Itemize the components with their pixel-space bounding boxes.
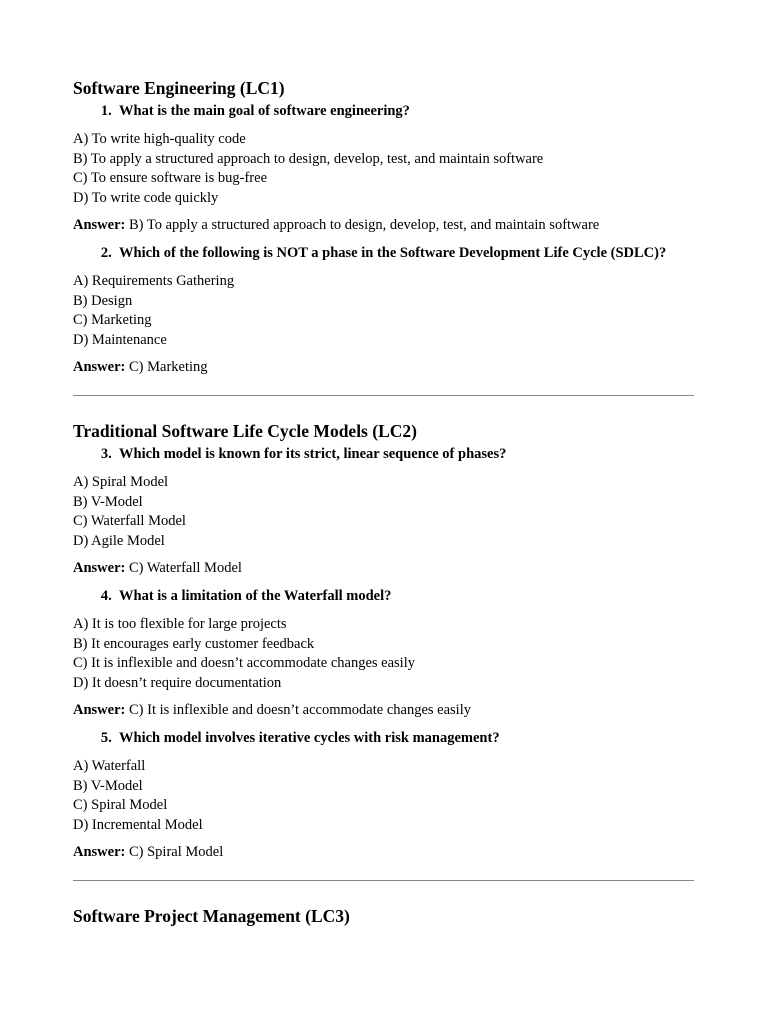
answer-text: C) Marketing bbox=[128, 359, 208, 375]
option: A) To write high-quality code bbox=[73, 131, 246, 147]
option: B) To apply a structured approach to design, develop, test, and maintain software bbox=[73, 150, 544, 167]
question bbox=[73, 587, 694, 606]
options-list bbox=[73, 272, 694, 350]
answer-label: Answer: bbox=[73, 359, 126, 375]
option: A) Spiral Model bbox=[73, 474, 169, 490]
option: D) Incremental Model bbox=[73, 816, 203, 833]
option: C) It is inflexible and doesn’t accommodate changes easily bbox=[73, 655, 415, 671]
options-list bbox=[73, 473, 694, 551]
answer bbox=[73, 216, 694, 235]
options-list bbox=[73, 757, 694, 835]
question-text: Which of the following is NOT a phase in the Software Development Life Cycle (SDLC)? bbox=[119, 245, 667, 261]
option: B) Design bbox=[73, 292, 133, 309]
option: B) V-Model bbox=[73, 493, 143, 510]
option: D) Agile Model bbox=[73, 532, 165, 549]
question-text: What is the main goal of software engineering? bbox=[119, 103, 410, 119]
section-title: Software Project Management (LC3) bbox=[73, 906, 350, 926]
question bbox=[73, 445, 694, 464]
option: C) Waterfall Model bbox=[73, 513, 186, 529]
answer bbox=[73, 701, 694, 720]
question-number: 3. bbox=[100, 446, 112, 462]
answer bbox=[73, 559, 694, 578]
option: A) It is too flexible for large projects bbox=[73, 616, 287, 632]
answer-text: C) It is inflexible and doesn’t accommodate changes easily bbox=[128, 702, 471, 718]
options-list bbox=[73, 615, 694, 693]
question bbox=[73, 729, 694, 748]
question-number: 5. bbox=[100, 730, 112, 746]
answer-label: Answer: bbox=[73, 844, 126, 860]
option: C) To ensure software is bug-free bbox=[73, 170, 268, 186]
question-number: 1. bbox=[100, 103, 112, 119]
answer bbox=[73, 843, 694, 862]
option: B) It encourages early customer feedback bbox=[73, 635, 315, 652]
answer-text: C) Spiral Model bbox=[128, 844, 224, 860]
section-divider bbox=[73, 395, 694, 396]
option: A) Requirements Gathering bbox=[73, 273, 235, 289]
answer-text: C) Waterfall Model bbox=[128, 560, 242, 576]
question-text: What is a limitation of the Waterfall model? bbox=[119, 588, 392, 604]
answer-label: Answer: bbox=[73, 217, 126, 233]
option: B) V-Model bbox=[73, 777, 143, 794]
question bbox=[73, 244, 694, 263]
question-number: 2. bbox=[100, 245, 112, 261]
section-title: Traditional Software Life Cycle Models (LC2) bbox=[73, 421, 417, 441]
option: D) It doesn’t require documentation bbox=[73, 674, 282, 691]
answer-label: Answer: bbox=[73, 702, 126, 718]
question-text: Which model involves iterative cycles with risk management? bbox=[119, 730, 500, 746]
option: C) Marketing bbox=[73, 312, 152, 328]
section-title: Software Engineering (LC1) bbox=[73, 78, 285, 98]
section-divider bbox=[73, 880, 694, 881]
option: A) Waterfall bbox=[73, 758, 146, 774]
option: D) To write code quickly bbox=[73, 189, 219, 206]
question bbox=[73, 102, 694, 121]
answer-text: B) To apply a structured approach to design, develop, test, and maintain software bbox=[128, 217, 600, 233]
question-number: 4. bbox=[100, 588, 112, 604]
question-text: Which model is known for its strict, linear sequence of phases? bbox=[119, 446, 507, 462]
options-list bbox=[73, 130, 694, 208]
option: D) Maintenance bbox=[73, 331, 167, 348]
option: C) Spiral Model bbox=[73, 797, 168, 813]
answer bbox=[73, 358, 694, 377]
answer-label: Answer: bbox=[73, 560, 126, 576]
